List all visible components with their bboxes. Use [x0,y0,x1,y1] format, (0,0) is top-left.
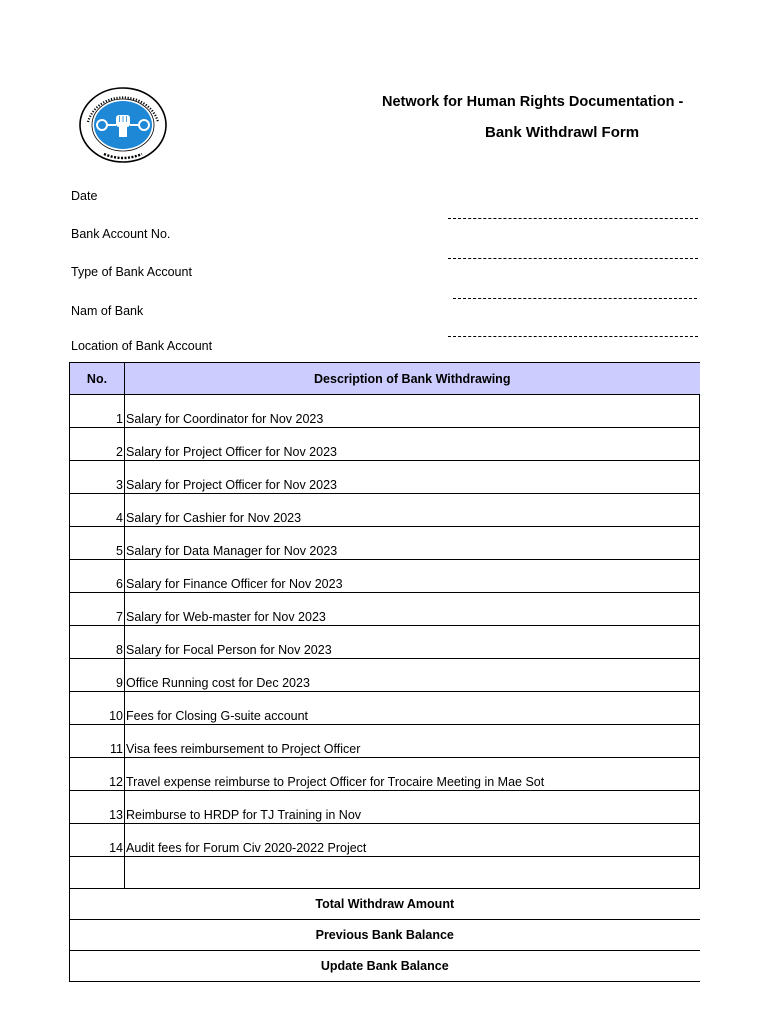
empty-description-cell [125,857,700,889]
empty-table-row [70,857,700,889]
update-balance-label: Update Bank Balance [70,951,700,982]
table-row [70,791,700,824]
row-description: Audit fees for Forum Civ 2020-2022 Project [125,824,700,857]
row-number: 6 [70,560,125,593]
update-balance-row [70,951,700,982]
empty-number-cell [70,857,125,889]
row-number: 11 [70,725,125,758]
row-number: 13 [70,791,125,824]
column-header-description: Description of Bank Withdrawing [125,363,700,395]
table-row [70,692,700,725]
row-description: Reimburse to HRDP for TJ Training in Nov [125,791,700,824]
table-row [70,395,700,428]
organization-title: Network for Human Rights Documentation - [382,94,684,110]
total-withdraw-row [70,889,700,920]
table-row [70,494,700,527]
bank-account-no-fill-line [448,258,698,259]
withdrawal-table [69,362,700,982]
total-withdraw-label: Total Withdraw Amount [70,889,700,920]
row-description: Salary for Focal Person for Nov 2023 [125,626,700,659]
bank-account-type-fill-line [453,298,697,299]
row-number: 2 [70,428,125,461]
row-description: Salary for Finance Officer for Nov 2023 [125,560,700,593]
table-row [70,824,700,857]
table-row [70,758,700,791]
row-number: 7 [70,593,125,626]
table-row [70,560,700,593]
row-number: 5 [70,527,125,560]
row-description: Salary for Web-master for Nov 2023 [125,593,700,626]
row-description: Salary for Project Officer for Nov 2023 [125,461,700,494]
row-description: Visa fees reimbursement to Project Officer [125,725,700,758]
table-row [70,725,700,758]
bank-account-type-label: Type of Bank Account [71,265,192,279]
row-number: 3 [70,461,125,494]
row-number: 12 [70,758,125,791]
date-fill-line [448,218,698,219]
column-header-no: No. [70,363,125,395]
bank-name-fill-line [448,336,698,337]
row-number: 10 [70,692,125,725]
table-row [70,461,700,494]
table-row [70,428,700,461]
bank-account-no-label: Bank Account No. [71,227,171,241]
table-row [70,659,700,692]
row-number: 4 [70,494,125,527]
table-row [70,593,700,626]
row-description: Travel expense reimburse to Project Officer for Trocaire Meeting in Mae Sot [125,758,700,791]
row-number: 8 [70,626,125,659]
previous-balance-label: Previous Bank Balance [70,920,700,951]
row-description: Office Running cost for Dec 2023 [125,659,700,692]
row-description: Salary for Coordinator for Nov 2023 [125,395,700,428]
previous-balance-row [70,920,700,951]
table-header-row [70,363,700,395]
row-number: 14 [70,824,125,857]
row-description: Fees for Closing G-suite account [125,692,700,725]
organization-logo [78,86,168,164]
row-description: Salary for Project Officer for Nov 2023 [125,428,700,461]
table-row [70,626,700,659]
bank-name-label: Nam of Bank [71,304,144,318]
row-number: 1 [70,395,125,428]
row-number: 9 [70,659,125,692]
form-title: Bank Withdrawl Form [485,124,640,141]
date-label: Date [71,189,98,203]
table-row [70,527,700,560]
row-description: Salary for Cashier for Nov 2023 [125,494,700,527]
bank-location-label: Location of Bank Account [71,339,213,353]
row-description: Salary for Data Manager for Nov 2023 [125,527,700,560]
